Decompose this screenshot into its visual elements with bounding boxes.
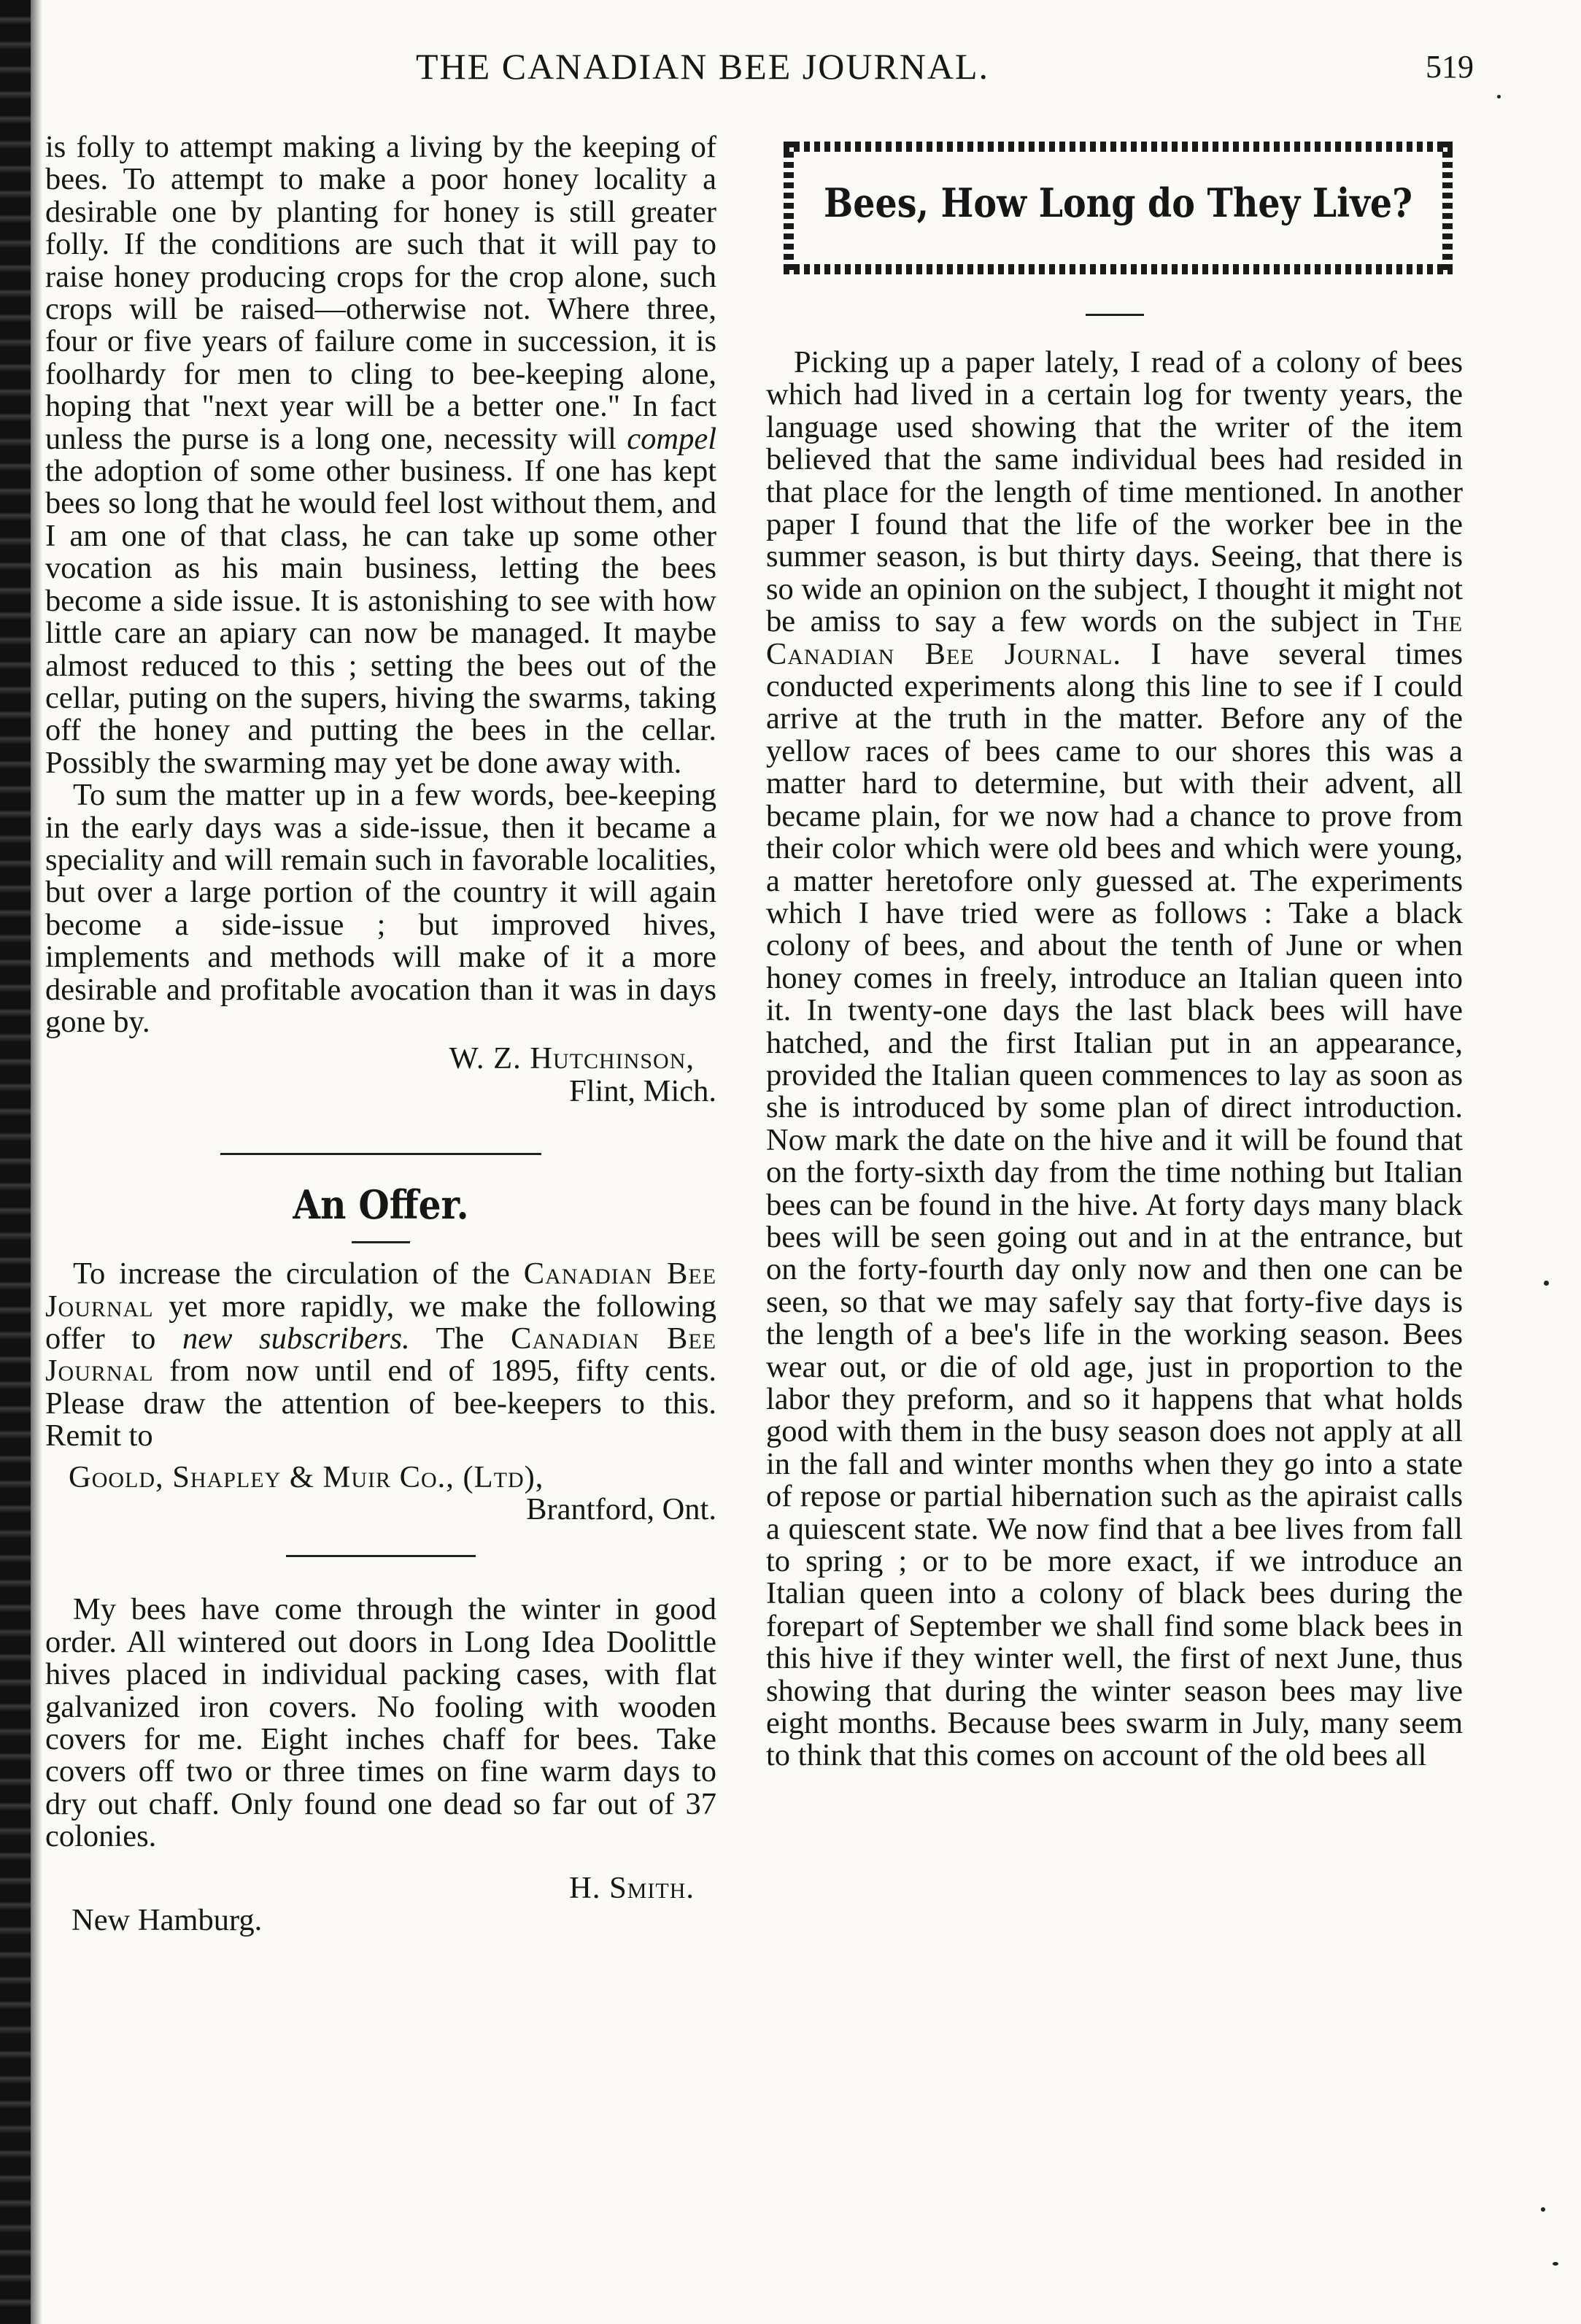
left-column	[45, 131, 716, 1937]
article-conclusion: To sum the matter up in a few words, bee-keeping in the early days was a side-issue, then it became a speciality and will remain such in favorable localities, but over a large portion of the country it will again become a side-issue ; but improved hives, implements and methods will make of it a more desirable and profitable avocation than it was in days gone by.	[45, 778, 716, 1039]
ornamental-divider	[286, 1555, 476, 1557]
article-heading: Bees, How Long do They Live?	[824, 179, 1412, 226]
paragraph-text: the adoption of some other business. If one has kept bees so long that he would feel lost without them, and I am one of that class, he can take up some other vocation as his main business, letting the bees become a side issue. It is astonishing to see with how little care an apiary can now be managed. It maybe almost reduced to this ; setting the bees out of the cellar, puting on the supers, hiving the swarms, taking off the honey and putting the bees in the cellar. Possibly the swarming may yet be done away with.	[45, 454, 716, 780]
print-speck	[1553, 2262, 1558, 2266]
author-location: Flint, Mich.	[569, 1073, 716, 1108]
paragraph-text: I have several times conducted experiments along this line to see if I could arrive at the truth in the matter. Before any of the yellow races of bees came to our shores this was a matter hard to determine, but with their advent, all became plain, for we now had a chance to prove from their color which were old bees and which were young, a matter heretofore only guessed at. The experiments which I have tried were as follows : Take a black colony of bees, and about the tenth of June or when honey comes in freely, introduce an Italian queen into it. In twenty-one days the last black bees will have hatched, and the first Italian put in an appearance, provided the Italian queen commences to lay as soon as she is introduced by some plan of direct introduction. Now mark the date on the hive and it will be found that on the forty-sixth day from the time nothing but Italian bees can be found in the hive. At forty days many black bees will be seen going out and in at the entrance, but on the forty-fourth day only now and then one can be seen, so that we may safely say that forty-five days is the length of a bee's life in the working season. Bees wear out, or die of old age, just in proportion to the labor they preform, and so it happens that what holds good with them in the busy season does not apply at all in the fall and winter months when they go into a state of repose or partial hibernation such as the apiraist calls a quiescent state. We now find that a bee lives from fall to spring ; or to be more exact, if we introduce an Italian queen into a colony of black bees during the forepart of September we shall find some black bees in this hive if they winter well, the first of next June, thus showing that during the winter season bees may live eight months. Because bees swarm in July, many seem to think that this comes on account of the old bees all	[766, 636, 1464, 1773]
paragraph-text: is folly to attempt making a living by the keeping of bees. To attempt to make a poor honey locality a desirable one by planting for honey is still greater folly. If the conditions are such that it will pay to raise honey producing crops for the crop alone, such crops will be raised—otherwise not. Where three, four or five years of failure come in succession, it is foolhardy for men to cling to bee-keeping alone, hoping that "next year will be a better one." In fact unless the purse is a long one, necessity will	[45, 130, 716, 456]
offer-paragraph	[45, 1258, 716, 1452]
journal-title: THE CANADIAN BEE JOURNAL.	[416, 46, 990, 87]
article-body	[766, 347, 1463, 1772]
offer-text: from now until end of 1895, fifty cents. Please draw the attention of bee-keepers to this. Remit to	[45, 1354, 716, 1454]
paragraph-text: Picking up a paper lately, I read of a colony of bees which had lived in a certain log for twenty years, the language used showing that the writer of the item believed that the same individual bees had resided in that place for the length of time mentioned. In another paper I found that the life of the worker bee in the summer season, is but thirty days. Seeing, that there is so wide an opinion on the subject, I thought it might not be amiss to say a few words on the subject in	[766, 345, 1463, 639]
letter-signature: H. Smith.	[569, 1870, 695, 1905]
print-speck	[1497, 95, 1501, 99]
section-divider	[220, 1153, 541, 1155]
author-signature: W. Z. Hutchinson,	[449, 1041, 695, 1076]
journal-name: Canadian Bee Journal	[45, 1321, 717, 1389]
article-continuation	[45, 131, 716, 779]
publisher-address: Goold, Shapley & Muir Co., (Ltd),	[69, 1459, 544, 1494]
book-spine-shadow	[0, 0, 31, 2324]
heading-rule	[1086, 314, 1144, 316]
heading-rule	[352, 1241, 410, 1243]
print-speck	[1541, 2207, 1545, 2212]
right-column	[766, 131, 1463, 1772]
letter-paragraph: My bees have come through the winter in good order. All wintered out doors in Long Idea Doolittle hives placed in individual packing cases, with flat galvanized iron covers. No fooling with wooden covers for me. Eight inches chaff for bees. Take covers off two or three times on fine warm days to dry out chaff. Only found one dead so far out of 37 colonies.	[45, 1592, 716, 1854]
publisher-city: Brantford, Ont.	[526, 1492, 716, 1527]
offer-text: To increase the circulation of the	[73, 1256, 510, 1292]
print-speck	[1544, 1281, 1549, 1286]
journal-name: The Canadian Bee Journal.	[766, 604, 1464, 671]
spine-gradient	[31, 0, 42, 2324]
emphasis-text: new subscribers.	[182, 1321, 410, 1356]
offer-heading: An Offer.	[293, 1181, 469, 1229]
offer-text: yet more rapidly, we make the following offer to	[45, 1289, 717, 1356]
emphasis-text: compel	[627, 421, 717, 456]
ornamental-heading-box	[773, 131, 1463, 285]
letter-location: New Hamburg.	[71, 1903, 263, 1938]
offer-text: The	[436, 1321, 484, 1356]
page-number: 519	[1426, 49, 1474, 85]
page-header	[44, 45, 1474, 104]
journal-name: Canadian Bee Journal	[45, 1256, 717, 1324]
